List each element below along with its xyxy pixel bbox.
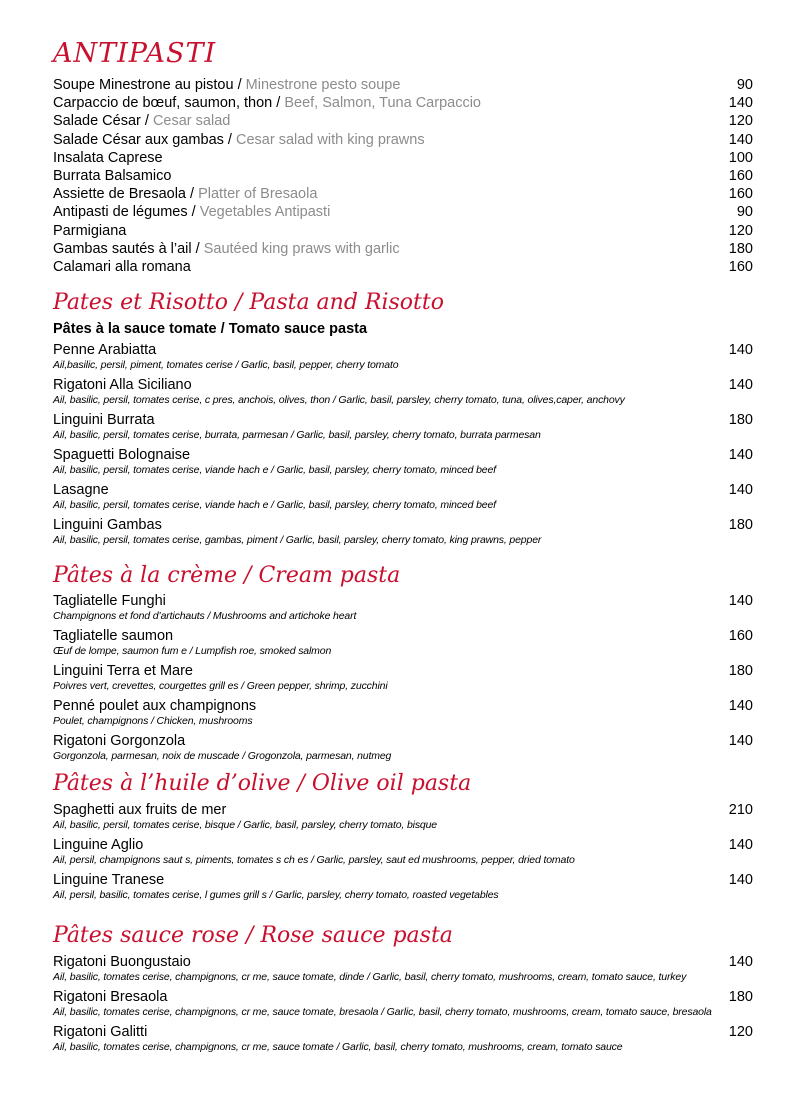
item-name-en: Sautéed king praws with garlic [203,240,400,257]
item-name: Linguini Terra et Mare [53,663,193,679]
item-price: 140 [728,131,753,148]
item-price: 140 [728,447,753,463]
antipasti-item [53,149,753,167]
item-name-fr: Salade César [53,113,141,130]
antipasti-item [53,112,753,130]
item-name-en: Vegetables Antipasti [199,204,331,221]
menu-item [53,733,753,763]
item-name-en: Platter of Bresaola [198,186,318,203]
item-price: 120 [728,113,753,130]
menu-item [53,517,753,547]
item-description: Ail,basilic, persil, piment, tomates cerise / Garlic, basil, pepper, cherry tomato [53,359,399,371]
item-name-en: Cesar salad with king prawns [235,131,425,148]
item-name [53,94,481,112]
item-name-fr: Carpaccio de bœuf, saumon, thon [53,95,273,112]
pasta-risotto-section [53,290,753,547]
item-description: Ail, basilic, tomates cerise, champignons, cr me, sauce tomate, dinde / Garlic, basil, cherry tomato, mushrooms, cream, tomato sauce, turkey [53,971,687,983]
item-price: 140 [728,482,753,498]
item-name [53,167,171,185]
item-name-fr: Salade César aux gambas [53,131,224,148]
item-price: 180 [728,240,753,257]
item-price: 140 [728,95,753,112]
item-name: Linguini Gambas [53,517,162,533]
item-name: Spaghetti aux fruits de mer [53,802,227,818]
menu-item [53,1024,753,1054]
item-name: Lasagne [53,482,109,498]
separator: / [223,131,236,148]
section-heading: Pates et Risotto / Pasta and Risotto [53,290,444,315]
menu-item-list [53,954,753,1054]
menu-item [53,593,753,623]
antipasti-item [53,76,753,94]
item-price: 160 [728,167,753,184]
menu-item [53,377,753,407]
section-heading: Pâtes sauce rose / Rose sauce pasta [53,923,453,948]
item-name-fr: Soupe Minestrone au pistou [53,77,234,93]
rose-sauce-pasta-section [53,923,753,1054]
item-name-fr: Gambas sautés à l’ail [53,240,192,257]
item-price: 120 [728,222,753,239]
item-name-en: Minestrone pesto soupe [245,77,401,93]
antipasti-item [53,167,753,185]
item-price: 160 [728,628,753,644]
item-description: Ail, basilic, persil, tomates cerise, bisque / Garlic, basil, parsley, cherry tomato, bisque [53,819,437,831]
menu-item-list [53,802,753,902]
item-name: Spaguetti Bolognaise [53,447,191,463]
item-description: Poivres vert, crevettes, courgettes grill es / Green pepper, shrimp, zucchini [53,680,388,692]
item-name: Tagliatelle saumon [53,628,174,644]
item-name: Rigatoni Gorgonzola [53,733,186,749]
item-name-fr: Assiette de Bresaola [53,186,186,203]
item-description: Ail, basilic, persil, tomates cerise, c pres, anchois, olives, thon / Garlic, basil, parsley, cherry tomato, tuna, olives,caper, anchovy [53,394,625,406]
menu-item [53,954,753,984]
item-price: 140 [728,698,753,714]
antipasti-item [53,185,753,203]
menu-item-list [53,593,753,763]
separator: / [140,113,153,130]
menu-item [53,802,753,832]
item-description: Ail, persil, champignons saut s, piments, tomates s ch es / Garlic, parsley, saut ed mushrooms, pepper, dried tomato [53,854,575,866]
item-description: Gorgonzola, parmesan, noix de muscade / Grogonzola, parmesan, nutmeg [53,750,392,762]
item-price: 140 [728,837,753,853]
item-price: 90 [736,204,753,221]
item-price: 140 [728,593,753,609]
item-name-fr: Calamari alla romana [53,258,191,275]
item-name-en: Beef, Salmon, Tuna Carpaccio [284,95,481,112]
item-price: 140 [728,377,753,393]
menu-item [53,663,753,693]
item-name: Rigatoni Bresaola [53,989,168,1005]
item-description: Ail, persil, basilic, tomates cerise, l gumes grill s / Garlic, parsley, cherry tomato, roasted vegetables [53,889,499,901]
item-price: 180 [728,412,753,428]
item-description: Ail, basilic, tomates cerise, champignons, cr me, sauce tomate / Garlic, basil, cherry tomato, mushrooms, cream, tomato sauce [53,1041,623,1053]
cream-pasta-section [53,563,753,763]
menu-item-list [53,342,753,547]
item-name-fr: Burrata Balsamico [53,167,172,184]
menu-item [53,698,753,728]
antipasti-item [53,131,753,149]
item-description: Ail, basilic, persil, tomates cerise, viande hach e / Garlic, basil, parsley, cherry tomato, minced beef [53,464,496,476]
menu-item [53,872,753,902]
separator: / [233,77,246,93]
item-price: 90 [736,77,753,93]
separator: / [191,240,204,257]
section-subtitle: Pâtes à la sauce tomate / Tomato sauce pasta [53,321,368,337]
item-name [53,185,317,203]
item-name: Tagliatelle Funghi [53,593,166,609]
item-price: 140 [728,872,753,888]
item-description: Champignons et fond d’artichauts / Mushrooms and artichoke heart [53,610,357,622]
separator: / [187,204,200,221]
item-price: 160 [728,186,753,203]
item-name: Rigatoni Galitti [53,1024,148,1040]
item-name-en: Cesar salad [152,113,231,130]
antipasti-item [53,203,753,221]
menu-item [53,837,753,867]
item-name-fr: Insalata Caprese [53,149,163,166]
item-price: 210 [728,802,753,818]
item-description: Œuf de lompe, saumon fum e / Lumpfish roe, smoked salmon [53,645,332,657]
item-name: Rigatoni Buongustaio [53,954,191,970]
item-price: 100 [728,149,753,166]
item-description: Ail, basilic, tomates cerise, champignons, cr me, sauce tomate, bresaola / Garlic, basil, cherry tomato, mushrooms, cream, tomato sauce, bresaola [53,1006,712,1018]
antipasti-list [53,76,753,276]
separator: / [186,186,199,203]
section-heading: Pâtes à l’huile d’olive / Olive oil pasta [53,771,472,796]
item-price: 180 [728,663,753,679]
antipasti-heading: ANTIPASTI [53,38,217,69]
item-name: Linguine Aglio [53,837,144,853]
menu-item [53,989,753,1019]
item-name [53,203,330,221]
separator: / [272,95,285,112]
antipasti-item [53,240,753,258]
item-name [53,131,425,149]
item-price: 120 [728,1024,753,1040]
menu-item [53,628,753,658]
antipasti-item [53,94,753,112]
item-name: Penne Arabiatta [53,342,157,358]
item-price: 140 [728,954,753,970]
item-name [53,240,400,258]
item-price: 140 [728,342,753,358]
item-name [53,112,230,130]
menu-item [53,447,753,477]
item-price: 180 [728,517,753,533]
item-name: Linguini Burrata [53,412,155,428]
item-description: Ail, basilic, persil, tomates cerise, gambas, piment / Garlic, basil, parsley, cherry tomato, king prawns, pepper [53,534,542,546]
item-name [53,76,400,94]
item-name: Penné poulet aux champignons [53,698,257,714]
item-price: 180 [728,989,753,1005]
menu-item [53,342,753,372]
item-name-fr: Antipasti de légumes [53,204,188,221]
item-name [53,149,163,167]
item-description: Ail, basilic, persil, tomates cerise, burrata, parmesan / Garlic, basil, parsley, cherry tomato, burrata parmesan [53,429,541,441]
antipasti-item [53,258,753,276]
item-price: 160 [728,258,753,275]
olive-oil-pasta-section [53,771,753,902]
section-heading: Pâtes à la crème / Cream pasta [53,563,401,588]
item-description: Poulet, champignons / Chicken, mushrooms [53,715,253,727]
item-name [53,222,126,240]
item-description: Ail, basilic, persil, tomates cerise, viande hach e / Garlic, basil, parsley, cherry tomato, minced beef [53,499,496,511]
menu-item [53,482,753,512]
item-name: Rigatoni Alla Siciliano [53,377,192,393]
menu-item [53,412,753,442]
item-name [53,258,191,276]
item-name: Linguine Tranese [53,872,165,888]
item-name-fr: Parmigiana [53,222,127,239]
antipasti-item [53,222,753,240]
item-price: 140 [728,733,753,749]
